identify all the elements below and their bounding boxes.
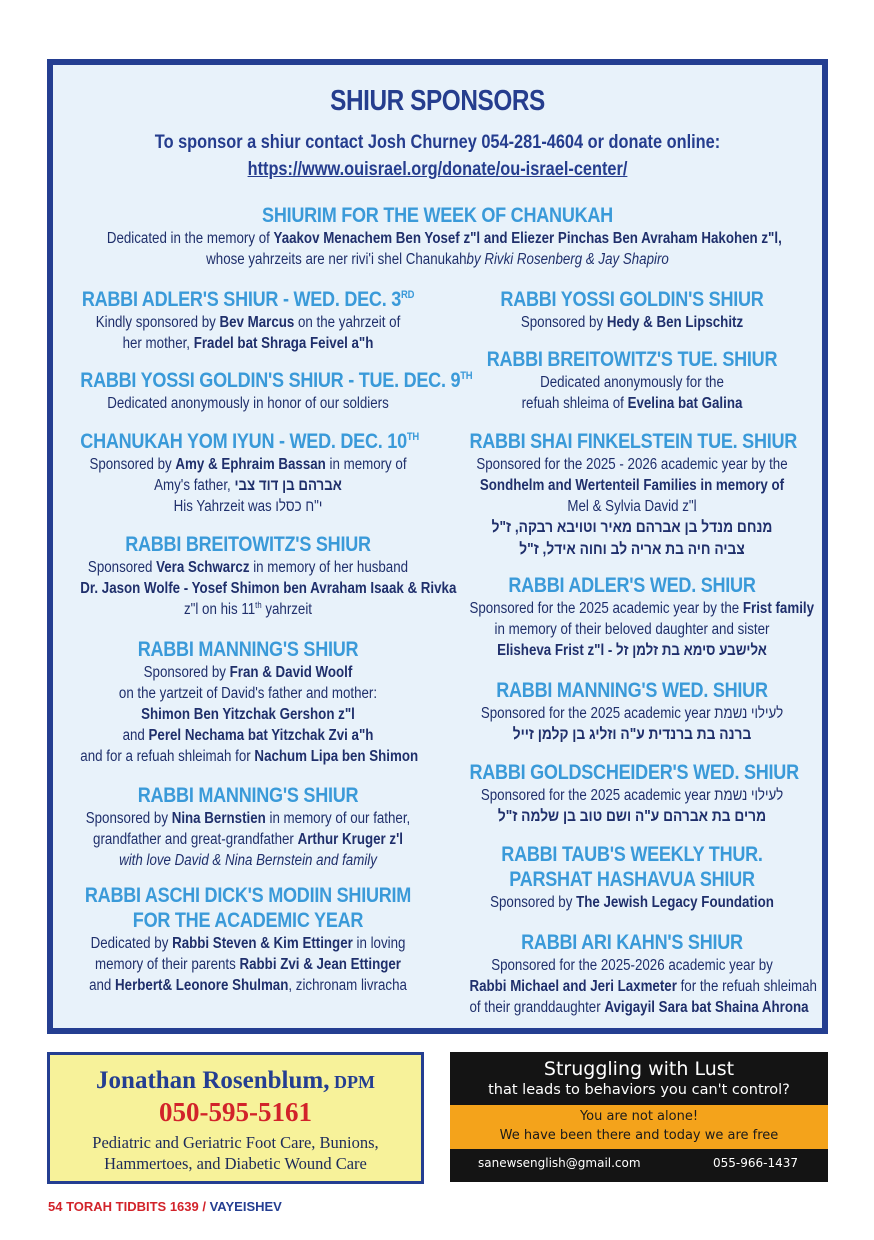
sponsor-line: Sponsored for the 2025-2026 academic year by bbox=[491, 957, 773, 974]
ad-phone: 055-966-1437 bbox=[712, 1156, 798, 1170]
sponsor-finkelstein bbox=[469, 429, 798, 561]
sponsor-line: and Perel Nechama bat Yitzchak Zvi a"h bbox=[122, 727, 374, 744]
section-heading: RABBI ADLER'S SHIUR - WED. DEC. 3RD bbox=[81, 288, 415, 311]
dedication-line: whose yahrzeits are ner rivi'i shel Chanukahby Rivki Rosenberg & Jay Shapiro bbox=[206, 251, 669, 268]
donate-link[interactable]: https://www.ouisrael.org/donate/ou-israel-center/ bbox=[247, 159, 628, 180]
sponsor-adler-left bbox=[80, 287, 415, 354]
sponsor-breitowitz-right bbox=[469, 347, 794, 414]
sponsor-line: Sponsored for the 2025 academic year לעילוי נשמת bbox=[480, 705, 784, 722]
sponsor-line: grandfather and great-grandfather Arthur Kruger z'l bbox=[93, 831, 403, 848]
sponsor-taub bbox=[469, 842, 794, 913]
section-heading: RABBI MANNING'S WED. SHIUR bbox=[496, 679, 768, 702]
section-heading: RABBI MANNING'S SHIUR bbox=[137, 638, 359, 661]
sponsor-line: Rabbi Michael and Jeri Laxmeter for the refuah shleimah bbox=[469, 978, 817, 995]
sponsor-line: Dedicated anonymously for the bbox=[540, 374, 724, 391]
sponsor-line: Sponsored for the 2025 academic year by the Frist family bbox=[469, 600, 815, 617]
sponsor-goldin-left bbox=[80, 368, 473, 414]
hebrew-line: מנחם מנדל בן אברהם מאיר וטויבא רבקה, ז"ל bbox=[491, 519, 773, 536]
support-group-ad[interactable] bbox=[450, 1052, 828, 1182]
sponsor-manning-right bbox=[469, 678, 794, 746]
sponsor-breitowitz-left bbox=[80, 532, 457, 620]
sponsor-goldin-right bbox=[469, 287, 794, 333]
section-heading: RABBI ASCHI DICK'S MODIIN SHIURIM bbox=[84, 884, 412, 907]
sponsor-line: Shimon Ben Yitzchak Gershon z"l bbox=[141, 706, 355, 723]
sponsor-line: Dedicated anonymously in honor of our soldiers bbox=[107, 395, 389, 412]
sponsors-panel bbox=[47, 59, 828, 1034]
sponsor-line: in memory of their beloved daughter and sister bbox=[494, 621, 770, 638]
sponsor-line: her mother, Fradel bat Shraga Feivel a"h bbox=[122, 335, 374, 352]
podiatrist-ad[interactable] bbox=[47, 1052, 424, 1184]
ad-subheadline: that leads to behaviors you can't control? bbox=[488, 1082, 790, 1098]
sponsor-goldscheider bbox=[469, 760, 799, 828]
section-heading: RABBI BREITOWITZ'S TUE. SHIUR bbox=[486, 348, 778, 371]
section-heading: FOR THE ACADEMIC YEAR bbox=[132, 909, 364, 932]
section-heading: CHANUKAH YOM IYUN - WED. DEC. 10TH bbox=[80, 430, 419, 453]
sponsor-line: Sponsored by Hedy & Ben Lipschitz bbox=[520, 314, 744, 331]
section-heading: RABBI YOSSI GOLDIN'S SHIUR - TUE. DEC. 9TH bbox=[80, 369, 473, 392]
sponsor-line: His Yahrzeit was י"ח כסלו bbox=[173, 498, 323, 515]
sponsor-line: Sponsored by Nina Bernstien in memory of our father, bbox=[85, 810, 411, 827]
section-heading: RABBI YOSSI GOLDIN'S SHIUR bbox=[500, 288, 764, 311]
sponsor-line: Mel & Sylvia David z"l bbox=[567, 498, 697, 515]
sponsor-line: Sponsored for the 2025 - 2026 academic year by the bbox=[476, 456, 788, 473]
sponsor-line: refuah shleima of Evelina bat Galina bbox=[521, 395, 743, 412]
section-heading: RABBI GOLDSCHEIDER'S WED. SHIUR bbox=[469, 761, 799, 784]
ad-description: Pediatric and Geriatric Foot Care, Bunions, bbox=[92, 1133, 379, 1152]
section-heading: RABBI MANNING'S SHIUR bbox=[137, 784, 359, 807]
sponsor-line: Dedicated by Rabbi Steven & Kim Ettinger in loving bbox=[90, 935, 406, 952]
footer-parsha: VAYEISHEV bbox=[209, 1199, 282, 1214]
page-title: SHIUR SPONSORS bbox=[330, 85, 545, 117]
sponsor-line: with love David & Nina Bernstein and family bbox=[119, 852, 377, 869]
sponsor-manning-left-2 bbox=[80, 783, 415, 871]
ad-description: Hammertoes, and Diabetic Wound Care bbox=[104, 1154, 367, 1173]
ad-phone: 050-595-5161 bbox=[159, 1097, 312, 1127]
ad-headline: Struggling with Lust bbox=[543, 1058, 735, 1080]
ad-email[interactable]: sanewsenglish@gmail.com bbox=[478, 1156, 641, 1170]
sponsor-line: z"l on his 11th yahrzeit bbox=[183, 599, 313, 618]
hebrew-line: מרים בת אברהם ע"ה ושם טוב בן שלמה ז"ל bbox=[497, 808, 767, 825]
section-heading: RABBI TAUB'S WEEKLY THUR. bbox=[501, 843, 763, 866]
sponsor-line: Sondhelm and Wertenteil Families in memory of bbox=[479, 477, 785, 494]
dedication-line: Dedicated in the memory of Yaakov Menachem Ben Yosef z"l and Eliezer Pinchas Ben Avraham Hakohen z"l, bbox=[106, 230, 782, 247]
section-heading: RABBI SHAI FINKELSTEIN TUE. SHIUR bbox=[469, 430, 798, 453]
section-heading: RABBI ADLER'S WED. SHIUR bbox=[508, 574, 756, 597]
sponsor-line: memory of their parents Rabbi Zvi & Jean Ettinger bbox=[95, 956, 401, 973]
section-heading: RABBI BREITOWITZ'S SHIUR bbox=[125, 533, 371, 556]
sponsor-line: Kindly sponsored by Bev Marcus on the yahrzeit of bbox=[95, 314, 401, 331]
sponsor-line: and Herbert& Leonore Shulman, zichronam livracha bbox=[89, 977, 407, 994]
sponsor-yom-iyun bbox=[80, 429, 419, 517]
ad-band-line: You are not alone! bbox=[579, 1109, 699, 1124]
sponsor-line: Elisheva Frist z"l - אלישבע סימא בת זלמן זל bbox=[497, 642, 767, 659]
sponsor-dick bbox=[80, 883, 415, 996]
sponsor-line: Sponsored by Fran & David Woolf bbox=[143, 664, 353, 681]
page-footer bbox=[48, 1199, 282, 1214]
ad-band-line: We have been there and today we are free bbox=[499, 1128, 779, 1143]
sponsor-line: and for a refuah shleimah for Nachum Lipa ben Shimon bbox=[80, 748, 419, 765]
section-heading: PARSHAT HASHAVUA SHIUR bbox=[509, 868, 755, 891]
sponsor-line: Sponsored for the 2025 academic year לעילוי נשמת bbox=[480, 787, 784, 804]
sponsor-line: Dr. Jason Wolfe - Yosef Shimon ben Avraham Isaak & Rivka bbox=[80, 580, 457, 597]
hebrew-line: ברנה בת ברנדית ע"ה וזליג בן קלמן זייל bbox=[512, 726, 752, 743]
sponsor-line: Sponsored by The Jewish Legacy Foundation bbox=[490, 894, 774, 911]
ad-band bbox=[450, 1105, 828, 1149]
sponsor-line: Sponsored by Amy & Ephraim Bassan in memory of bbox=[89, 456, 407, 473]
contact-info bbox=[107, 129, 768, 183]
sponsor-manning-left-1 bbox=[80, 637, 419, 767]
footer-page: 54 TORAH TIDBITS 1639 / bbox=[48, 1199, 210, 1214]
hebrew-line: צביה חיה בת אריה לב וחוה אידל, ז"ל bbox=[519, 541, 745, 558]
section-heading: SHIURIM FOR THE WEEK OF CHANUKAH bbox=[262, 204, 613, 227]
sponsor-line: on the yartzeit of David's father and mother: bbox=[118, 685, 378, 702]
sponsor-line: Amy's father, אברהם בן דוד צבי bbox=[154, 477, 342, 494]
sponsor-adler-right bbox=[469, 573, 815, 661]
contact-line: To sponsor a shiur contact Josh Churney 054-281-4604 or donate online: bbox=[154, 132, 721, 153]
sponsor-line: Sponsored Vera Schwarcz in memory of her husband bbox=[87, 559, 409, 576]
section-heading: RABBI ARI KAHN'S SHIUR bbox=[521, 931, 743, 954]
sponsor-kahn bbox=[469, 930, 817, 1018]
sponsor-line: of their granddaughter Avigayil Sara bat Shaina Ahrona bbox=[469, 999, 809, 1016]
chanukah-section bbox=[106, 203, 782, 270]
ad-name: Jonathan Rosenblum, DPM bbox=[96, 1067, 375, 1094]
